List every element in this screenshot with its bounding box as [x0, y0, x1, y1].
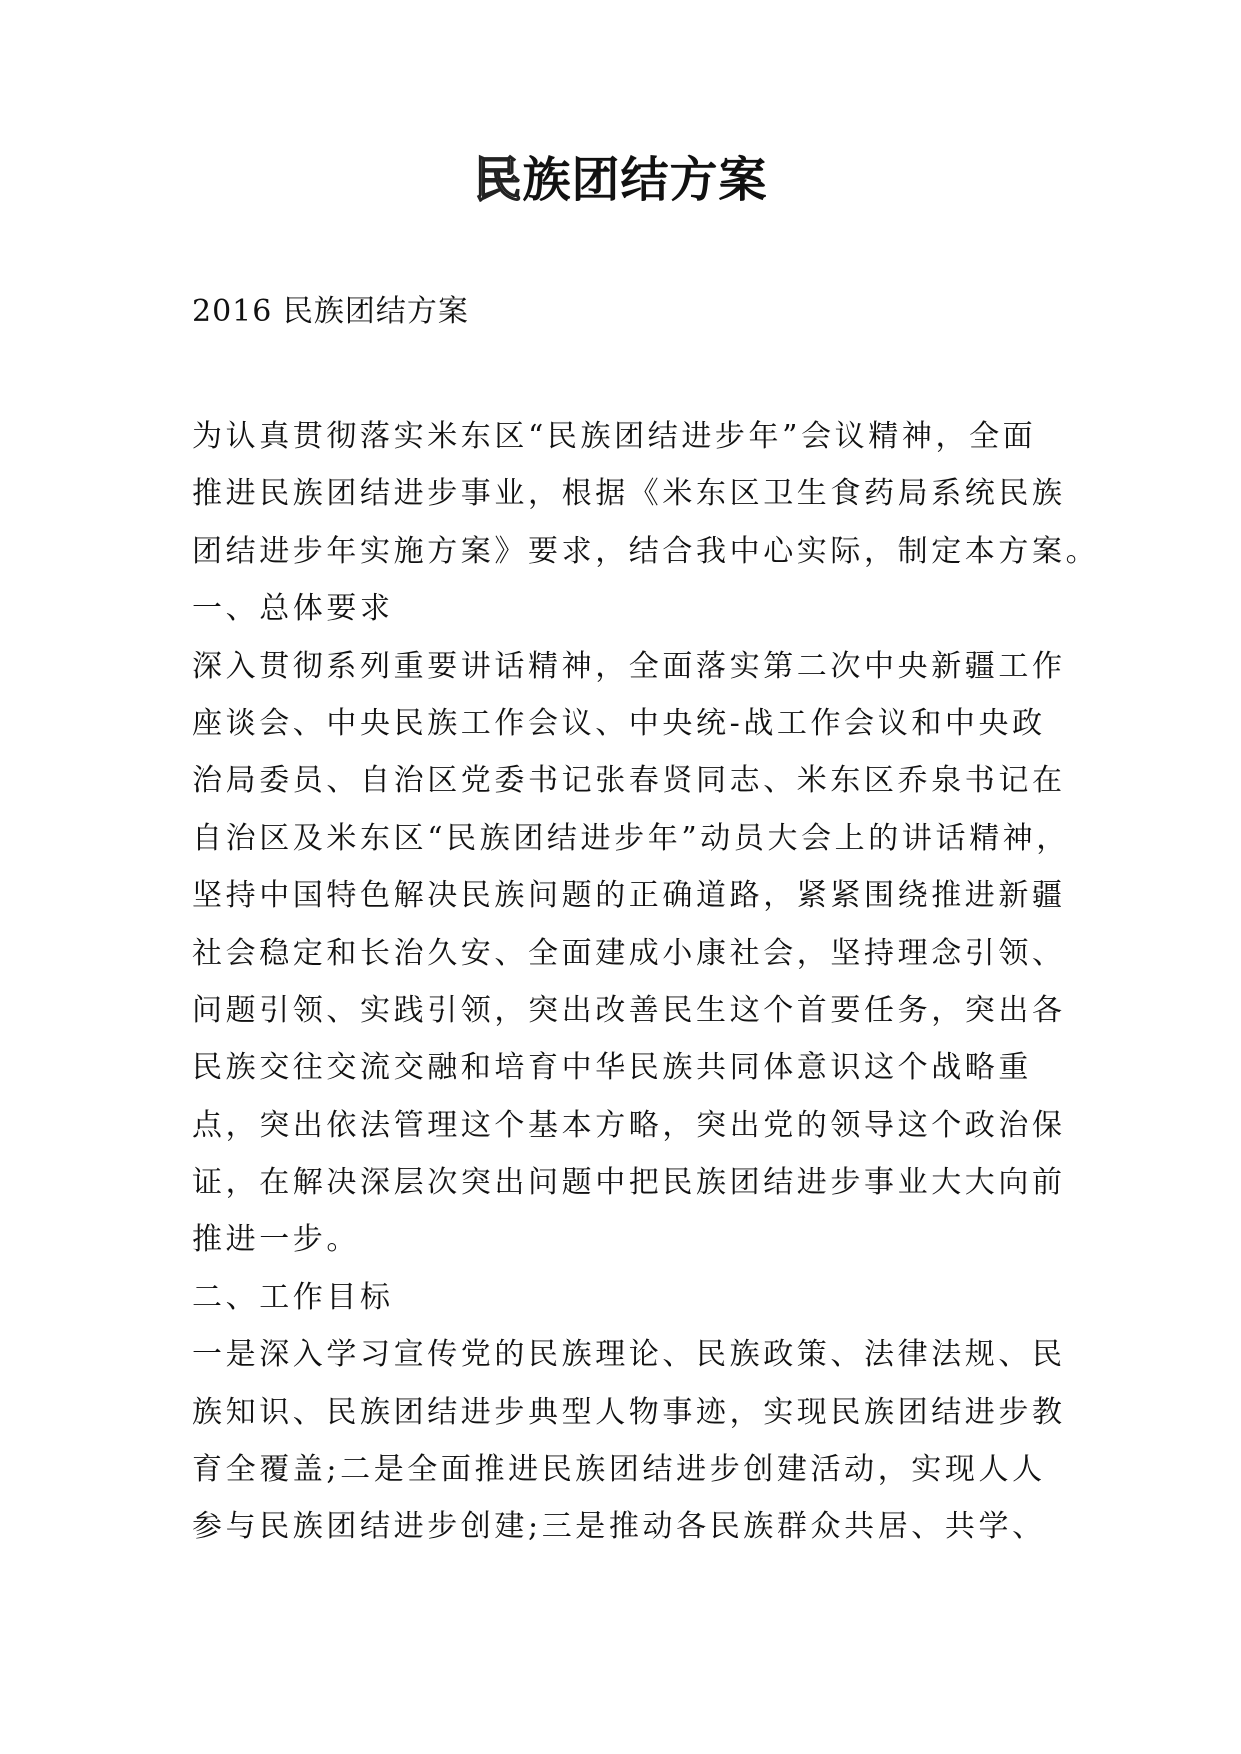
body-line: 民族交往交流交融和培育中华民族共同体意识这个战略重	[192, 1050, 1032, 1086]
body-line: 推进民族团结进步事业，根据《米东区卫生食药局系统民族	[192, 476, 1066, 512]
section-heading-overall-requirements: 一、总体要求	[192, 591, 394, 627]
title-rest: 族团结方案	[522, 152, 768, 208]
body-line: 点，突出依法管理这个基本方略，突出党的领导这个政治保	[192, 1107, 1066, 1143]
body-line: 一是深入学习宣传党的民族理论、民族政策、法律法规、民	[192, 1337, 1066, 1373]
body-line: 为认真贯彻落实米东区“民族团结进步年”会议精神，全面	[192, 419, 1037, 454]
document-title	[0, 150, 1241, 210]
body-line: 社会稳定和长治久安、全面建成小康社会，坚持理念引领、	[192, 935, 1066, 971]
body-line: 坚持中国特色解决民族问题的正确道路，紧紧围绕推进新疆	[192, 878, 1066, 914]
document-subtitle: 2016 民族团结方案	[192, 294, 469, 329]
body-line: 自治区及米东区“民族团结进步年”动员大会上的讲话精神，	[192, 820, 1070, 856]
body-line: 推进一步。	[192, 1222, 360, 1258]
document-body	[192, 408, 1100, 1556]
body-line: 深入贯彻系列重要讲话精神，全面落实第二次中央新疆工作	[192, 648, 1066, 684]
section-heading-work-goals: 二、工作目标	[192, 1279, 394, 1315]
title-first-char: 民	[473, 152, 523, 208]
body-line: 问题引领、实践引领，突出改善民生这个首要任务，突出各	[192, 992, 1066, 1028]
body-line: 座谈会、中央民族工作会议、中央统-战工作会议和中央政	[192, 705, 1046, 741]
body-line: 族知识、民族团结进步典型人物事迹，实现民族团结进步教	[192, 1394, 1066, 1430]
body-line: 团结进步年实施方案》要求，结合我中心实际，制定本方案。	[192, 533, 1100, 569]
body-line: 证，在解决深层次突出问题中把民族团结进步事业大大向前	[192, 1165, 1066, 1201]
body-line: 治局委员、自治区党委书记张春贤同志、米东区乔泉书记在	[192, 763, 1066, 799]
body-line: 育全覆盖;二是全面推进民族团结进步创建活动，实现人人	[192, 1452, 1046, 1488]
body-line: 参与民族团结进步创建;三是推动各民族群众共居、共学、	[192, 1509, 1046, 1545]
